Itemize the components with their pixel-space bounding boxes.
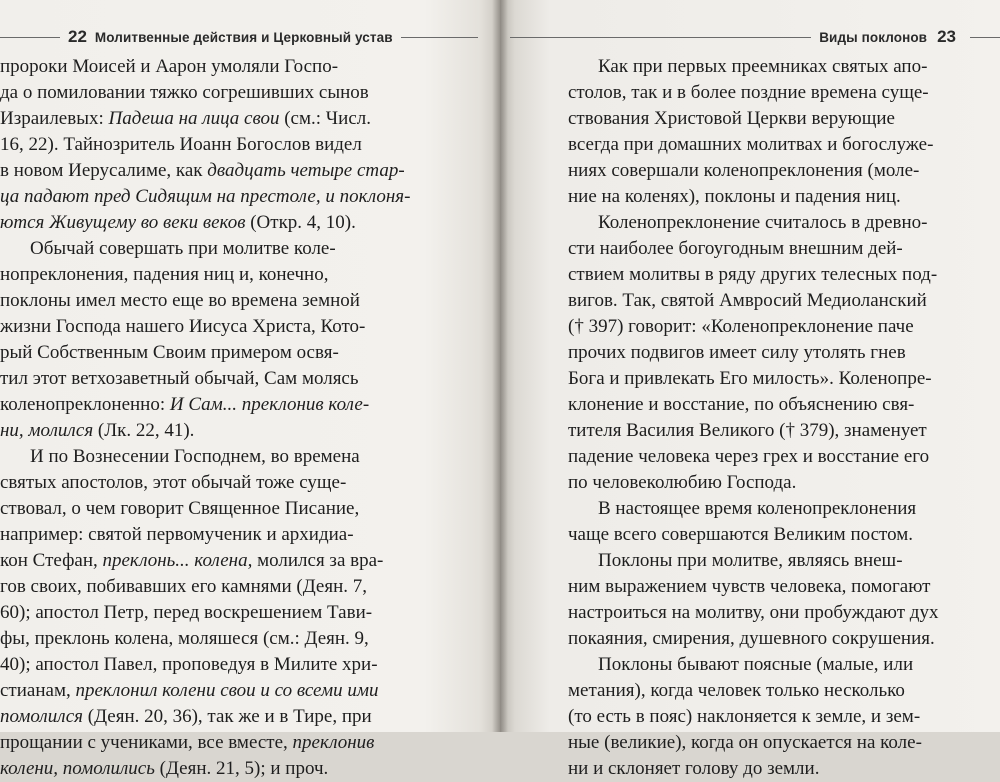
text-line	[0, 470, 410, 496]
text-segment: ствием молитвы в ряду других телесных под-	[568, 264, 938, 285]
right-running-header	[500, 26, 1000, 48]
left-body-text	[0, 54, 410, 782]
text-segment: ни и склоняет голову до земли.	[568, 758, 820, 779]
text-segment: нопреклонения, падения ниц и, конечно,	[0, 264, 329, 285]
right-body-text	[568, 54, 938, 782]
text-segment: ним выражением чувств человека, помогают	[568, 576, 931, 597]
text-line	[568, 574, 938, 600]
text-line	[0, 496, 410, 522]
text-segment: (Деян. 21, 5); и проч.	[154, 758, 329, 779]
text-segment: ствовал, о чем говорит Священное Писание,	[0, 498, 360, 519]
text-line	[0, 314, 410, 340]
right-header-title: Виды поклонов	[819, 29, 928, 45]
text-line	[568, 158, 938, 184]
text-line	[0, 704, 410, 730]
text-segment: (то есть в пояс) наклоняется к земле, и зем-	[568, 706, 921, 727]
italic-text-segment: Падеша на лица свои	[108, 108, 280, 129]
text-line	[0, 158, 410, 184]
text-line	[568, 366, 938, 392]
text-segment: фы, преклонь колена, моляшеся (см.: Деян. 9,	[0, 628, 369, 649]
text-line	[0, 626, 410, 652]
text-line	[568, 392, 938, 418]
text-line	[568, 704, 938, 730]
right-page-number: 23	[937, 27, 956, 46]
text-line	[568, 652, 938, 678]
text-segment: И по Вознесении Господнем, во времена	[30, 446, 360, 467]
text-line	[568, 756, 938, 782]
italic-text-segment: преклонь... колена,	[102, 550, 253, 571]
text-line	[0, 444, 410, 470]
text-segment: покаяния, смирения, душевного сокрушения.	[568, 628, 935, 649]
text-line	[568, 184, 938, 210]
italic-text-segment: преклонив	[292, 732, 375, 753]
book-gutter	[492, 0, 508, 732]
text-line	[0, 340, 410, 366]
text-line	[0, 600, 410, 626]
text-line	[0, 392, 410, 418]
header-rule	[970, 37, 1000, 38]
text-line	[0, 366, 410, 392]
text-line	[0, 54, 410, 80]
text-line	[568, 340, 938, 366]
header-rule	[0, 37, 60, 38]
text-segment: жизни Господа нашего Иисуса Христа, Кото-	[0, 316, 366, 337]
text-line	[0, 730, 410, 756]
left-page-number: 22	[68, 27, 87, 46]
italic-text-segment: двадцать четыре стар-	[207, 160, 405, 181]
text-line	[0, 184, 410, 210]
italic-text-segment: ца падают пред Сидящим на престоле, и поклоня-	[0, 186, 411, 207]
text-segment: (см.: Числ.	[279, 108, 371, 129]
italic-text-segment: ни, молился	[0, 420, 94, 441]
text-line	[0, 80, 410, 106]
text-line	[0, 678, 410, 704]
text-segment: Поклоны бывают поясные (малые, или	[598, 654, 914, 675]
text-line	[568, 600, 938, 626]
text-segment: ные (великие), когда он опускается на коле-	[568, 732, 922, 753]
text-segment: ниях совершали коленопреклонения (моле-	[568, 160, 920, 181]
text-segment: вигов. Так, святой Амвросий Медиоланский	[568, 290, 927, 311]
text-line	[568, 54, 938, 80]
text-segment: ние на коленях), поклоны и падения ниц.	[568, 186, 901, 207]
text-line	[0, 236, 410, 262]
text-segment: коленопреклоненно:	[0, 394, 170, 415]
text-line	[0, 418, 410, 444]
text-line	[568, 418, 938, 444]
text-line	[0, 574, 410, 600]
text-line	[568, 626, 938, 652]
text-segment: кон Стефан,	[0, 550, 103, 571]
text-line	[568, 678, 938, 704]
text-line	[0, 262, 410, 288]
text-segment: Коленопреклонение считалось в древно-	[598, 212, 928, 233]
text-segment: падение человека через грех и восстание его	[568, 446, 930, 467]
text-line	[568, 314, 938, 340]
text-segment: Обычай совершать при молитве коле-	[30, 238, 336, 259]
text-segment: (Деян. 20, 36), так же и в Тире, при	[83, 706, 372, 727]
text-segment: рый Собственным Своим примером освя-	[0, 342, 339, 363]
text-line	[0, 210, 410, 236]
text-line	[568, 236, 938, 262]
text-line	[568, 444, 938, 470]
text-line	[568, 288, 938, 314]
header-rule	[510, 37, 811, 38]
text-line	[568, 262, 938, 288]
text-segment: (Лк. 22, 41).	[93, 420, 195, 441]
text-segment: молился за вра-	[252, 550, 384, 571]
text-segment: Бога и привлекать Его милость». Коленопре-	[568, 368, 932, 389]
text-segment: пророки Моисей и Аарон умоляли Госпо-	[0, 56, 339, 77]
text-segment: настроиться на молитву, они пробуждают дух	[568, 602, 939, 623]
left-running-header	[0, 26, 478, 48]
italic-text-segment: помолился	[0, 706, 83, 727]
text-segment: (Откр. 4, 10).	[245, 212, 356, 233]
text-line	[568, 470, 938, 496]
text-segment: да о помиловании тяжко согрешивших сынов	[0, 82, 369, 103]
text-line	[568, 730, 938, 756]
text-segment: († 397) говорит: «Коленопреклонение паче	[568, 316, 914, 337]
text-segment: по человеколюбию Господа.	[568, 472, 797, 493]
text-line	[568, 522, 938, 548]
text-segment: сти наиболее богоугодным внешним дей-	[568, 238, 903, 259]
text-line	[0, 756, 410, 782]
text-segment: гов своих, побивавших его камнями (Деян. 7,	[0, 576, 368, 597]
text-segment: столов, так и в более поздние времена суще-	[568, 82, 929, 103]
text-segment: чаще всего совершаются Великим постом.	[568, 524, 913, 545]
text-line	[568, 496, 938, 522]
text-segment: Как при первых преемниках святых апо-	[598, 56, 928, 77]
text-segment: ствования Христовой Церкви верующие	[568, 108, 895, 129]
text-segment: 16, 22). Тайнозритель Иоанн Богослов видел	[0, 134, 362, 155]
text-segment: В настоящее время коленопреклонения	[598, 498, 917, 519]
text-line	[0, 288, 410, 314]
text-segment: тил этот ветхозаветный обычай, Сам молясь	[0, 368, 359, 389]
italic-text-segment: преклонил колени свои и со всеми ими	[75, 680, 379, 701]
text-segment: прочих подвигов имеет силу утолять гнев	[568, 342, 906, 363]
text-line	[0, 132, 410, 158]
italic-text-segment: И Сам... преклонив коле-	[169, 394, 370, 415]
text-line	[0, 652, 410, 678]
text-segment: метания), когда человек только несколько	[568, 680, 905, 701]
text-segment: всегда при домашних молитвах и богослуже-	[568, 134, 934, 155]
text-line	[568, 548, 938, 574]
text-segment: в новом Иерусалиме, как	[0, 160, 208, 181]
header-rule	[401, 37, 478, 38]
text-segment: прощании с учениками, все вместе,	[0, 732, 293, 753]
text-segment: 40); апостол Павел, проповедуя в Милите хри-	[0, 654, 378, 675]
text-segment: Поклоны при молитве, являясь внеш-	[598, 550, 903, 571]
text-segment: Израилевых:	[0, 108, 109, 129]
text-segment: поклоны имел место еще во времена земной	[0, 290, 360, 311]
text-line	[0, 522, 410, 548]
text-segment: например: святой первомученик и архидиа-	[0, 524, 354, 545]
text-segment: святых апостолов, этот обычай тоже суще-	[0, 472, 347, 493]
text-line	[568, 210, 938, 236]
italic-text-segment: ются Живущему во веки веков	[0, 212, 246, 233]
text-line	[0, 106, 410, 132]
text-line	[568, 80, 938, 106]
text-segment: тителя Василия Великого († 379), знаменует	[568, 420, 927, 441]
italic-text-segment: колени, помолились	[0, 758, 155, 779]
text-line	[0, 548, 410, 574]
text-segment: 60); апостол Петр, перед воскрешением Тави-	[0, 602, 373, 623]
text-line	[568, 106, 938, 132]
text-segment: стианам,	[0, 680, 76, 701]
text-line	[568, 132, 938, 158]
text-segment: клонение и восстание, по объяснению свя-	[568, 394, 915, 415]
left-header-title: Молитвенные действия и Церковный устав	[94, 29, 393, 45]
